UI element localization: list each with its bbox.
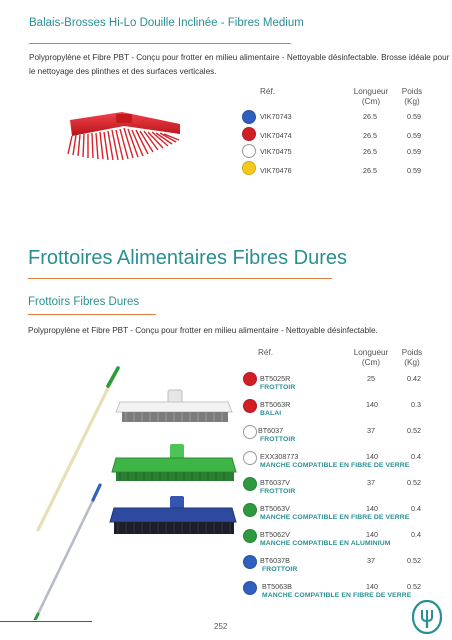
- section1-header-poids: [400, 87, 424, 107]
- color-swatch-blue: [243, 581, 257, 595]
- color-swatch-green: [243, 529, 257, 543]
- section2-description: Polypropylène et Fibre PBT - Conçu pour frotter en milieu alimentaire - Nettoyable désinfectable.: [28, 326, 378, 335]
- scrubbers-product-image: [28, 360, 238, 620]
- row-ref: VIK70474: [260, 131, 292, 140]
- row-ref: EXX308773: [260, 452, 299, 461]
- row-ref: BT5063R: [260, 400, 291, 409]
- color-swatch-red: [243, 372, 257, 386]
- color-swatch-blue: [243, 555, 257, 569]
- row-ref: BT5062V: [260, 530, 290, 539]
- row-ref: BT6037: [258, 426, 284, 435]
- row-ref: VIK70476: [260, 166, 292, 175]
- page-number: 252: [214, 622, 228, 631]
- row-poids: 0.52: [407, 426, 421, 435]
- row-longueur: 26.5: [363, 112, 377, 121]
- header-poids-unit: (Kg): [404, 97, 420, 106]
- row-ref: BT5025R: [260, 374, 291, 383]
- footer-rule: [0, 621, 92, 622]
- row-poids: 0.4: [411, 452, 421, 461]
- section2-title-rule: [28, 278, 332, 279]
- section1-desc-line1: Polypropylène et Fibre PBT - Conçu pour frotter en milieu alimentaire - Nettoyable désinfectable. Brosse idéale pour: [29, 53, 450, 62]
- row-subtitle: FROTTOIR: [260, 488, 296, 495]
- row-poids: 0.59: [407, 112, 421, 121]
- section1-header-longueur: [352, 87, 390, 107]
- row-longueur: 140: [366, 582, 378, 591]
- color-swatch-white: [243, 425, 257, 439]
- row-ref: BT5063B: [262, 582, 292, 591]
- row-poids: 0.4: [411, 530, 421, 539]
- color-swatch-white: [243, 451, 257, 465]
- row-subtitle: BALAI: [260, 410, 282, 417]
- row-subtitle: MANCHE COMPATIBLE EN ALUMINIUM: [260, 540, 391, 547]
- section1-header-ref: Réf.: [260, 87, 276, 96]
- row-longueur: 140: [366, 530, 378, 539]
- color-swatch-white: [242, 144, 256, 158]
- row-poids: 0.4: [411, 504, 421, 513]
- row-longueur: 25: [367, 374, 375, 383]
- header-longueur-label: Longueur: [353, 87, 389, 96]
- color-swatch-blue: [242, 110, 256, 124]
- color-swatch-green: [243, 503, 257, 517]
- row-subtitle: MANCHE COMPATIBLE EN FIBRE DE VERRE: [260, 462, 410, 469]
- header-poids-label: Poids: [401, 348, 423, 357]
- header-longueur-unit: (Cm): [361, 97, 381, 106]
- section2-header-ref: Réf.: [258, 348, 274, 357]
- row-subtitle: FROTTOIR: [262, 566, 298, 573]
- header-poids-label: Poids: [401, 87, 423, 96]
- hilo-brush-image: [62, 108, 184, 166]
- row-ref: BT6037V: [260, 478, 290, 487]
- color-swatch-red: [242, 127, 256, 141]
- row-ref: VIK70743: [260, 112, 292, 121]
- row-ref: BT5063V: [260, 504, 290, 513]
- row-poids: 0.59: [407, 166, 421, 175]
- color-swatch-red: [243, 399, 257, 413]
- header-longueur-unit: (Cm): [361, 358, 381, 367]
- section2-header-longueur: [352, 348, 390, 368]
- row-longueur: 140: [366, 452, 378, 461]
- section2-title: Frottoires Alimentaires Fibres Dures: [28, 247, 347, 269]
- row-ref: BT6037B: [260, 556, 290, 565]
- row-subtitle: FROTTOIR: [260, 384, 296, 391]
- row-poids: 0.3: [411, 400, 421, 409]
- section1-title: Balais-Brosses Hi-Lo Douille Inclinée - Fibres Medium: [29, 17, 304, 29]
- row-poids: 0.52: [407, 478, 421, 487]
- row-longueur: 26.5: [363, 131, 377, 140]
- section1-desc-line2: le nettoyage des plinthes et des surfaces verticales.: [29, 67, 217, 76]
- fork-circle-icon: [412, 600, 442, 634]
- header-longueur-label: Longueur: [353, 348, 389, 357]
- row-poids: 0.59: [407, 131, 421, 140]
- color-swatch-green: [243, 477, 257, 491]
- section1-description: [29, 51, 450, 79]
- row-longueur: 26.5: [363, 166, 377, 175]
- color-swatch-yellow: [242, 161, 256, 175]
- row-subtitle: FROTTOIR: [260, 436, 296, 443]
- row-poids: 0.52: [407, 556, 421, 565]
- row-longueur: 37: [367, 556, 375, 565]
- section2-header-poids: [400, 348, 424, 368]
- row-subtitle: MANCHE COMPATIBLE EN FIBRE DE VERRE: [262, 592, 412, 599]
- header-poids-unit: (Kg): [404, 358, 420, 367]
- row-ref: VIK70475: [260, 147, 292, 156]
- row-poids: 0.42: [407, 374, 421, 383]
- row-longueur: 37: [367, 478, 375, 487]
- row-subtitle: MANCHE COMPATIBLE EN FIBRE DE VERRE: [260, 514, 410, 521]
- section2-subtitle-rule: [28, 314, 156, 315]
- row-poids: 0.52: [407, 582, 421, 591]
- row-longueur: 37: [367, 426, 375, 435]
- row-poids: 0.59: [407, 147, 421, 156]
- section1-title-rule: [29, 43, 291, 44]
- row-longueur: 26.5: [363, 147, 377, 156]
- row-longueur: 140: [366, 504, 378, 513]
- row-longueur: 140: [366, 400, 378, 409]
- section2-subtitle: Frottoirs Fibres Dures: [28, 296, 140, 308]
